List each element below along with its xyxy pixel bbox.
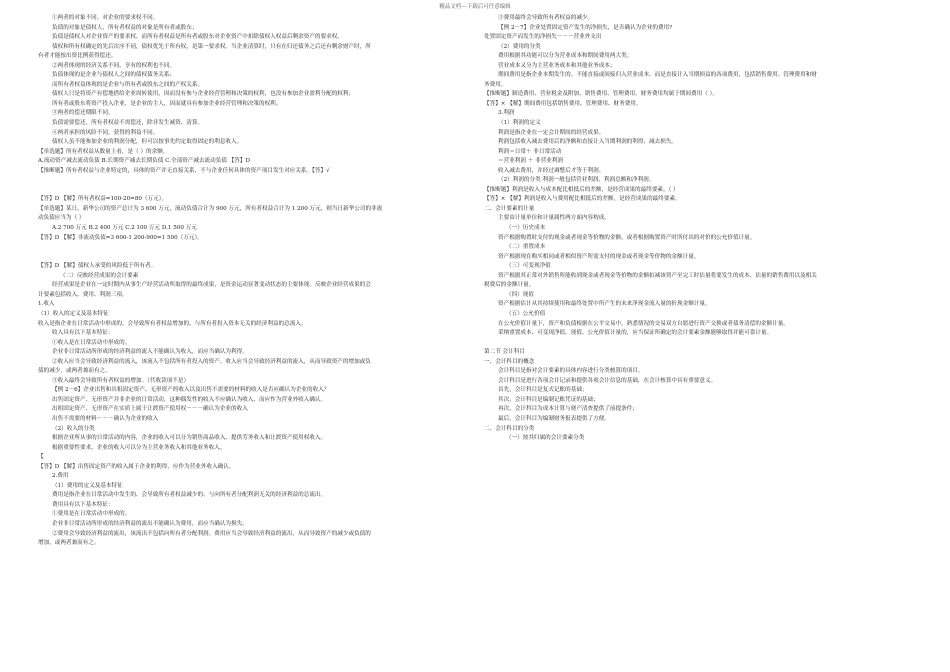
text-line: 根据重要性要求，企业的收入可以分为主营业务收入和其他业务收入。 (52, 444, 226, 451)
text-line: 【答】× 【解】期间费用包括销售费用、管理费用、财务费用。 (484, 100, 642, 107)
text-line: 【答】D 【解】出售固定资产的收入属于企业的利得，应作为营业外收入确认。 (38, 463, 235, 470)
text-line: 利润＝日常＋ 非日常活动 (498, 148, 562, 155)
text-line: 资产根据估计从其持续使用和最终处置中所产生的未来净现金流入量的折现金额计量。 (498, 301, 711, 308)
text-line: （2）利润的分类 利润一般包括营业利润、利润总额和净利润。 (498, 177, 655, 184)
text-line: 资产根据现在购买相同或者相似资产所需支付的现金或者现金等价物的金额计量。 (498, 253, 700, 260)
text-line: 资产根据购置时支付的现金或者现金等价物的金额，或者根据购置资产时所付出的对价的公允价值计量。 (498, 234, 756, 241)
text-line: 资产根据其正常对外销售所能收到现金或者现金等价物的金额扣减该资产至完工时估量将要发生的成本、估量的销售费用以及相关 (498, 272, 817, 279)
text-line: ③收入最终会导致所有者权益的增加。（代收款项不是） (52, 377, 190, 384)
text-line: （五）公允价值 (506, 310, 546, 317)
text-line: （一）历史成本 (506, 225, 546, 232)
text-line: （2）收入的分类 (52, 425, 95, 432)
text-line: 【推断题】利润是收入与成本配比相抵后的差额，是经营成果的最终要素。（ ） (484, 186, 679, 193)
text-line: 而所有者权益体现的是企业与所有者或股东之间的产权关系。 (52, 81, 204, 88)
text-line: 有者才能按出资比例获得偿还。 (38, 53, 117, 60)
text-line (38, 176, 470, 186)
text-line: 第二节 会计科目 (484, 349, 525, 356)
left-column (38, 14, 470, 549)
text-line: 营业成本又分为主营业务成本和其他业务成本； (498, 62, 616, 69)
text-line: ②两者体现的经济关系不同，享有的权利也不同。 (52, 62, 176, 69)
text-line: 负债是债权人对企业资产的要求权，而所有者权益是所有者或股东对企业资产中扣除债权人权益后剩余资产的要求权。 (52, 34, 343, 41)
text-line: （1）利润的定义 (498, 120, 541, 127)
text-line: 采纳重置成本、可变现净值、现值、公允价值计量的，应当保证所确定的会计要素金额能够取得并能可靠计量。 (498, 330, 773, 337)
text-line: 增加，或两者兼而有之。 (38, 540, 100, 547)
text-line: 二、会计要素的计量 (484, 205, 535, 212)
text-line: 收入具有以下基本特征： (52, 330, 114, 337)
text-line: 【例 2－6】企业出售和出租固定资产、无形资产的收入以及出售不需要的材料的收入是否应确认为企业的收入？ (52, 387, 330, 394)
text-line: 【 (38, 454, 44, 461)
text-line: 企业非日常活动所形成的经济利益的流入不能确认为收入，而应当确认为利得。 (52, 349, 248, 356)
text-line: 一、会计科目的概念 (484, 358, 535, 365)
text-line: 【答】D 【解】债权人承受的风险低于所有者。 (38, 263, 157, 270)
text-line: 【单选题】所有者权益从数量上看，是（ ）的余额。 (38, 148, 169, 155)
text-line: 其次，会计科目是编制记账凭证的基础； (498, 396, 599, 403)
text-line: 3.利润 (498, 110, 515, 117)
text-line: 负债体现的是企业与债权人之间的债权债务关系； (52, 72, 176, 79)
text-line: 会计科目是指对会计要素的具体内容进行分类核算的项目。 (498, 368, 644, 375)
text-line: 出租固定资产、无形资产在实质上属于让渡资产使用权－－－确认为企业的收入 (52, 406, 248, 413)
text-line: 主要由计量单位和计量属性两方面内容构成。 (498, 215, 610, 222)
text-line: 费用根据其功能可以分为营业成本和期间费用两大类。 (498, 53, 633, 60)
text-line: 收入是指企业在日常活动中形成的、会导致所有者权益增加的、与所有者投入资本无关的经济利益的总流入。 (38, 320, 307, 327)
text-line: （二）重置成本 (506, 244, 546, 251)
text-line: 动负债应当为（ ） (38, 215, 85, 222)
text-line: 1.收入 (38, 301, 55, 308)
text-line: 再次，会计科目为成本计算与财产清查提供了前提条件； (498, 406, 638, 413)
text-line: 计要素包括收入、费用、利润三项。 (38, 291, 128, 298)
text-line: 债权人虽不能参加企业的利润分配，但可以按事先约定取得固定的利息收入。 (52, 139, 243, 146)
text-line: 【推断题】所有者权益与企业特定的，具体的资产并无直接关系，不与企业任何具体的资产项目发生对应关系。【答】√ (38, 167, 330, 174)
text-line: 利润包括收入减去费用后的净额和直接计入当期利润的利得、减去损失。 (498, 139, 678, 146)
text-line (38, 186, 470, 196)
text-line: ②费用会导致经济利益的流出，该流出不包括向所有者分配利润。费用应当会导致经济利益的流出，从而导致资产的减少或负债的 (52, 530, 371, 537)
text-line: 处置固定资产而发生的净损失－－－营业外支出 (484, 34, 602, 41)
text-line: ③两者的偿还期限不同。 (52, 110, 114, 117)
text-line: 【单选题】某日，新华公司的资产总计为 3 600 万元，流动负债合计为 900 万元，所有者权益合计为 1 200 万元，则当日新华公司的非流 (38, 205, 383, 212)
text-line: （二）反映经营成果的会计要素 (60, 272, 139, 279)
text-line: 期间费用是指企业本期发生的、不能直接或间接归入营业成本，而是直接计入当期损益的各项费用，包括销售费用、管理费用和财 (498, 72, 817, 79)
text-line: ④两者承担的风险不同，获得的利益不同。 (52, 129, 159, 136)
text-line: ①两者的对象不同。对企业的要求权不同。 (52, 15, 159, 21)
text-line: （四）现值 (506, 291, 534, 298)
text-line: 【答】D 【解】所有者权益=100-20=80（万元）。 (38, 196, 168, 203)
text-line: 利润是指企业在一定会计期间的经营成果。 (498, 129, 605, 136)
text-line: 根据企业所从事的日常活动的内容，企业的收入可以分为销售商品收入、提供劳务收入和让渡资产使用权收入。 (52, 435, 327, 442)
text-line: 企业非日常活动所形成的经济利益的流出不能确认为费用，而应当确认为损失。 (52, 520, 248, 527)
text-line: 债权和所有权确定的先后次序不同，债权优先于所有权，是第一要求权。当企业清算时，只有在归还债务之后还有剩余财产时，所 (52, 43, 371, 50)
text-line: 费用具有以下基本特征： (52, 501, 114, 508)
text-line (38, 243, 470, 253)
text-line: 经营成果是企业在一定时期内从事生产经营活动所取得的最终成果，是资金运动显著变动状态的主要体现。反映企业经营成果的会 (52, 282, 371, 289)
right-column (484, 14, 916, 444)
text-line: （三）可变现净值 (506, 263, 551, 270)
text-line: 所有者或股东将资产投入企业，是企业的主人，因而就具有参加企业经营管理和决策的权利。 (52, 100, 282, 107)
text-line: 收入减去费用，并经过调整后才等于利润。 (498, 167, 605, 174)
text-line: （2）费用的分类 (498, 43, 541, 50)
text-line: 出售固定资产、无形资产并非企业的日常活动，这种偶发性的收入不应确认为收入，而应作为营业外收入确认。 (52, 396, 327, 403)
text-line: 首先，会计科目是复式记账的基础； (498, 387, 588, 394)
text-line: ①收入是在日常活动中形成的。 (52, 339, 131, 346)
text-line: 税费后的金额计量。 (484, 282, 535, 289)
text-line: ＝营业利润 ＋ 非营业利润 (498, 158, 564, 165)
text-line: 负债的对象是债权人，所有者权益的对象是所有者或股东； (52, 24, 198, 31)
text-line: 出售不需要的材料－－－确认为企业的收入 (52, 415, 159, 422)
text-line: （一）按其归属的会计要素分类 (506, 435, 585, 442)
text-line: （1）费用的定义及基本特征 (52, 482, 123, 489)
text-line: 负债需要偿还，所有者权益不需偿还，除非发生减资、清算。 (52, 120, 204, 127)
text-line: 在公允价值计量下，资产和负债根据在公平交易中，熟悉情况的交易双方自愿进行资产交换或者债务清偿的金额计量。 (498, 320, 789, 327)
text-line: ②收入应当会导致经济利益的流入，该流入不包括所有者投入的资产。收入应当会导致经济利益的流入，从而导致资产的增加或负 (52, 358, 371, 365)
text-line: A.流动资产减去流动负债 B.长期资产减去长期负债 C.全部资产减去流动负债 【答】D (38, 158, 250, 165)
text-line: ①费用是在日常活动中形成的。 (52, 511, 131, 518)
text-line: 【答】D 【解】非流动负债=3 600-1 200-900=1 500（万元）。 (38, 234, 203, 241)
text-line: 2.费用 (52, 473, 69, 480)
text-line: 二、会计科目的分类 (484, 425, 535, 432)
page-header: 精品文档---下载后可任意编辑 (439, 4, 511, 10)
text-line: 【推断题】制造费用、营业税金及附加、销售费用、管理费用、财务费用均属于期间费用（ ）。 (484, 91, 718, 98)
text-line: （1）收入的定义及基本特征 (38, 310, 109, 317)
text-line (38, 253, 470, 263)
text-line (484, 339, 916, 349)
text-line: 会计科目是进行各项会计记录和提供各项会计信息的基础，在会计核算中具有重要意义。 (498, 377, 717, 384)
text-line: 【答】× 【解】利润是收入与费用配比相抵后的差额，是经营成果的最终要素。 (484, 196, 681, 203)
text-line: ③费用最终会导致所有者权益的减少。 (498, 15, 594, 21)
text-line: 债的减少，或两者兼而有之。 (38, 368, 111, 375)
text-line: 【例 2－7】企业处置固定资产发生的净损失，是否确认为企业的费用? (498, 24, 673, 31)
text-line: 务费用。 (484, 81, 507, 88)
text-line: A.2 700 万元 B.2 400 万元 C.2 100 万元 D.1 500 万元 (52, 225, 197, 232)
text-line: 费用是指企业在日常活动中发生的、会导致所有者权益减少的、与向所有者分配利润无关的经济利益的总流出。 (52, 492, 327, 499)
text-line: 最后，会计科目为编制财务报表提供了方便。 (498, 415, 610, 422)
text-line: 债权人只是将资产有偿地借给企业周转使用，因而没有参与企业经营管理和决策的权利，也没有参加企业盈利分配的权利； (52, 91, 355, 98)
